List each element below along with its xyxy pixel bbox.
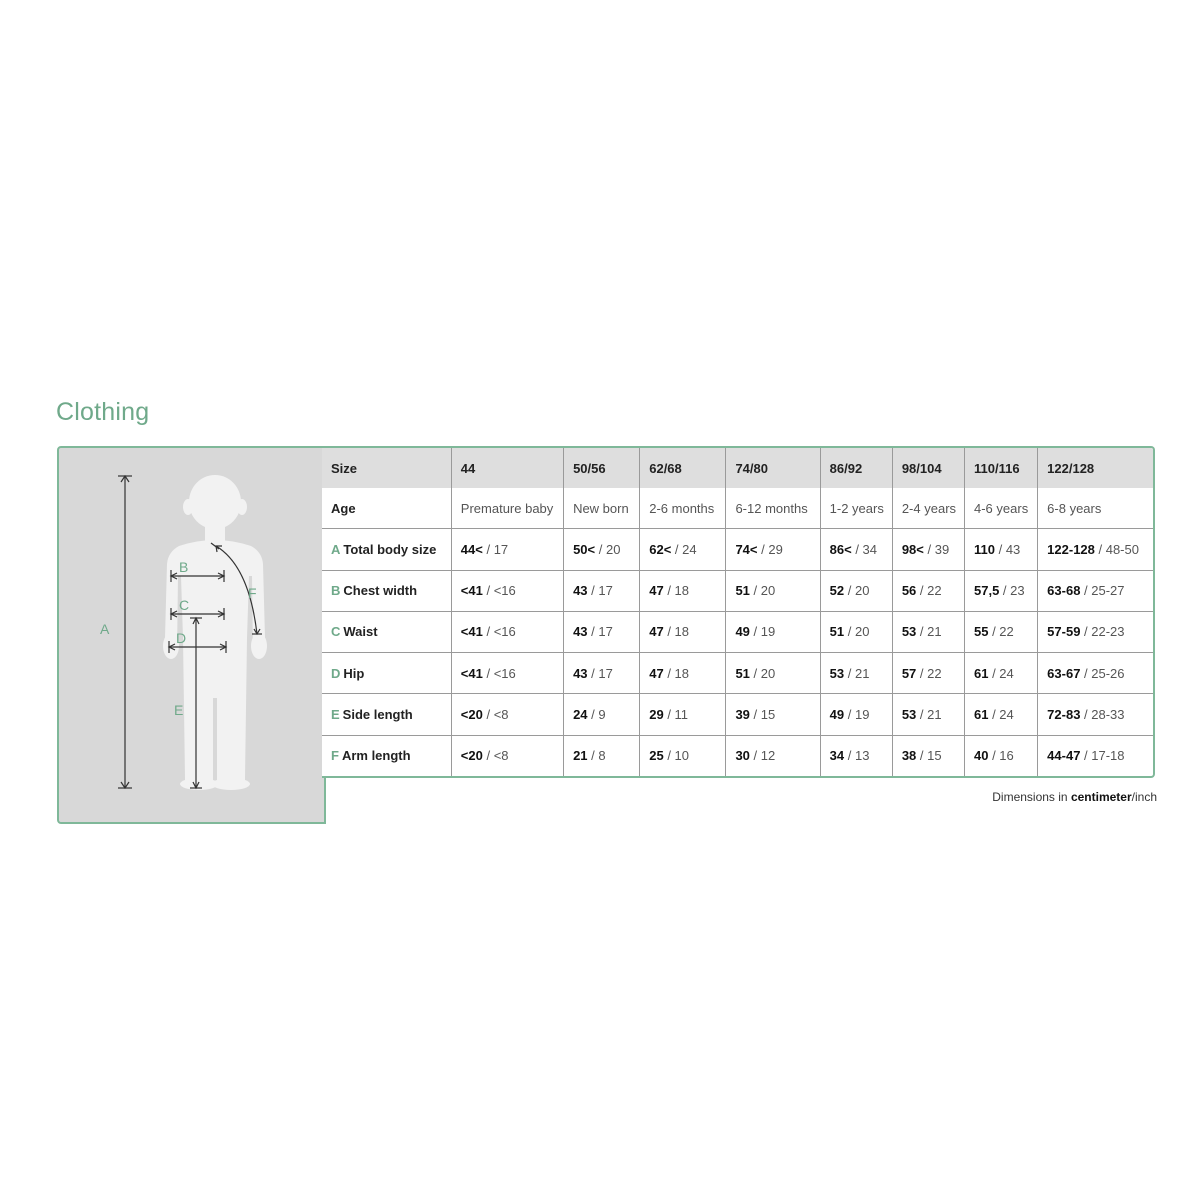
measurement-label — [322, 529, 451, 570]
cm-value: 43 — [573, 665, 588, 681]
inch-value: / 18 — [663, 665, 689, 681]
cm-value: <41 — [460, 665, 483, 681]
measurement-cell — [820, 529, 892, 570]
cm-value: 53 — [901, 624, 917, 640]
measurement-cell — [1038, 529, 1153, 570]
inch-value: / 24 — [988, 665, 1014, 681]
measurement-cell — [640, 735, 726, 776]
measurement-cell — [820, 611, 892, 652]
inch-value: / 17 — [587, 624, 613, 640]
cm-value: 57 — [901, 665, 917, 681]
cm-value: 44< — [460, 541, 483, 557]
inch-value: / <16 — [482, 624, 516, 640]
size-column-header: 122/128 — [1038, 448, 1153, 488]
size-table — [322, 448, 1153, 776]
age-label: Age — [322, 488, 451, 529]
measurement-cell — [820, 653, 892, 694]
inch-value: / 20 — [749, 583, 776, 599]
label-a: A — [100, 621, 110, 637]
measurement-cell — [451, 653, 563, 694]
cm-value: 21 — [573, 748, 588, 764]
inch-value: / 25-27 — [1080, 583, 1125, 599]
measurement-cell — [965, 570, 1038, 611]
inch-value: / 22 — [988, 624, 1014, 640]
cm-value: 72-83 — [1047, 707, 1081, 723]
measurement-cell — [820, 570, 892, 611]
inch-value: / 18 — [663, 583, 689, 599]
measurement-row — [322, 570, 1153, 611]
cm-value: 57,5 — [974, 583, 1000, 599]
measurement-cell — [965, 653, 1038, 694]
measurement-cell — [1038, 735, 1153, 776]
measurement-cell — [451, 611, 563, 652]
inch-value: / 20 — [595, 541, 621, 557]
cm-value: 39 — [735, 707, 750, 723]
measurement-letter: A — [331, 541, 341, 557]
age-row — [322, 488, 1153, 529]
age-cell: 6-12 months — [726, 488, 820, 529]
measurement-cell — [965, 735, 1038, 776]
inch-value: / 43 — [994, 541, 1021, 557]
measurement-cell — [451, 570, 563, 611]
cm-value: 47 — [649, 665, 664, 681]
cm-value: 38 — [901, 748, 917, 764]
measurement-cell — [965, 611, 1038, 652]
units-note-unit: centimeter — [1070, 790, 1132, 804]
inch-value: / 13 — [844, 748, 870, 764]
inch-value: / 24 — [671, 541, 697, 557]
size-column-header: 86/92 — [820, 448, 892, 488]
body-measurement-figure — [57, 446, 326, 824]
measurement-row — [322, 611, 1153, 652]
cm-value: 86< — [829, 541, 852, 557]
inch-value: / 17 — [587, 665, 613, 681]
size-chart — [57, 446, 1155, 822]
label-f: F — [248, 585, 257, 601]
measurement-label — [322, 653, 451, 694]
inch-value: / 20 — [749, 665, 776, 681]
measurement-cell — [564, 653, 640, 694]
measurement-cell — [726, 611, 820, 652]
inch-value: / 19 — [844, 707, 870, 723]
measurement-cell — [451, 529, 563, 570]
measurement-name: Waist — [343, 624, 378, 640]
measurement-cell — [892, 735, 964, 776]
measurement-cell — [965, 529, 1038, 570]
measurement-letter: F — [331, 748, 339, 764]
cm-value: 53 — [829, 665, 845, 681]
cm-value: 50< — [573, 541, 596, 557]
size-column-header: 98/104 — [892, 448, 964, 488]
cm-value: 34 — [829, 748, 845, 764]
inch-value: / 20 — [844, 583, 870, 599]
measurement-cell — [965, 694, 1038, 735]
inch-value: / 22 — [916, 583, 942, 599]
measurement-cell — [820, 694, 892, 735]
measurement-name: Side length — [342, 707, 413, 723]
size-header-label: Size — [322, 448, 451, 488]
cm-value: 49 — [735, 624, 750, 640]
cm-value: 63-68 — [1047, 583, 1081, 599]
cm-value: <41 — [460, 583, 483, 599]
measurement-cell — [640, 694, 726, 735]
size-table-container — [322, 446, 1155, 778]
measurement-cell — [1038, 570, 1153, 611]
label-b: B — [179, 559, 189, 575]
measurement-cell — [640, 653, 726, 694]
cm-value: 55 — [974, 624, 989, 640]
inch-value: / 8 — [587, 748, 606, 764]
measurement-letter: C — [331, 624, 341, 640]
page-title: Clothing — [56, 398, 150, 426]
measurement-cell — [892, 694, 964, 735]
measurement-label — [322, 611, 451, 652]
inch-value: / 22-23 — [1080, 624, 1125, 640]
cm-value: 63-67 — [1047, 665, 1081, 681]
inch-value: / 22 — [916, 665, 942, 681]
cm-value: 61 — [974, 665, 989, 681]
cm-value: 57-59 — [1047, 624, 1081, 640]
size-column-header: 50/56 — [564, 448, 640, 488]
inch-value: / 34 — [851, 541, 878, 557]
inch-value: / 12 — [749, 748, 776, 764]
age-cell: 4-6 years — [965, 488, 1038, 529]
inch-value: / 9 — [587, 707, 606, 723]
cm-value: 74< — [735, 541, 758, 557]
cm-value: 25 — [649, 748, 664, 764]
measurement-cell — [820, 735, 892, 776]
inch-value: / <16 — [482, 665, 516, 681]
measurement-name: Hip — [343, 665, 365, 681]
label-c: C — [179, 597, 190, 613]
cm-value: 98< — [901, 541, 924, 557]
measurement-cell — [640, 570, 726, 611]
measurement-cell — [640, 611, 726, 652]
inch-value: / 15 — [749, 707, 776, 723]
inch-value: / 25-26 — [1080, 665, 1125, 681]
age-cell: 1-2 years — [820, 488, 892, 529]
units-note — [992, 790, 1157, 804]
cm-value: 44-47 — [1047, 748, 1081, 764]
inch-value: / 24 — [988, 707, 1014, 723]
cm-value: 110 — [974, 541, 995, 557]
cm-value: 43 — [573, 624, 588, 640]
measurement-cell — [564, 611, 640, 652]
measurement-cell — [451, 735, 563, 776]
inch-value: / 10 — [663, 748, 689, 764]
cm-value: 47 — [649, 624, 664, 640]
cm-value: 30 — [735, 748, 750, 764]
measurement-cell — [564, 735, 640, 776]
age-cell: 2-4 years — [892, 488, 964, 529]
cm-value: 61 — [974, 707, 989, 723]
measurement-cell — [726, 735, 820, 776]
inch-value: / <16 — [482, 583, 516, 599]
inch-value: / 21 — [916, 707, 942, 723]
measurement-cell — [726, 570, 820, 611]
cm-value: <41 — [460, 624, 483, 640]
measurement-cell — [892, 570, 964, 611]
units-note-suffix: /inch — [1131, 790, 1157, 804]
cm-value: 51 — [735, 583, 750, 599]
inch-value: / 19 — [749, 624, 776, 640]
age-cell: Premature baby — [451, 488, 563, 529]
measurement-letter: D — [331, 665, 341, 681]
measurement-name: Chest width — [343, 583, 418, 599]
inch-value: / 20 — [844, 624, 870, 640]
inch-value: / 29 — [757, 541, 783, 557]
measurement-cell — [1038, 611, 1153, 652]
label-d: D — [176, 630, 187, 646]
inch-value: / 39 — [923, 541, 950, 557]
measurement-cell — [564, 694, 640, 735]
measurement-cell — [1038, 694, 1153, 735]
measurement-row — [322, 735, 1153, 776]
measurement-cell — [640, 529, 726, 570]
inch-value: / 23 — [999, 583, 1025, 599]
cm-value: <20 — [460, 707, 483, 723]
inch-value: / 15 — [916, 748, 942, 764]
measurement-cell — [564, 570, 640, 611]
measurement-cell — [451, 694, 563, 735]
size-header-row — [322, 448, 1153, 488]
measurement-label — [322, 570, 451, 611]
inch-value: / <8 — [482, 748, 509, 764]
measurement-name: Arm length — [341, 748, 411, 764]
cm-value: 51 — [829, 624, 845, 640]
cm-value: 56 — [901, 583, 917, 599]
measurement-cell — [892, 653, 964, 694]
measurement-cell — [892, 611, 964, 652]
age-cell: New born — [564, 488, 640, 529]
measurement-name: Total body size — [343, 541, 437, 557]
cm-value: 62< — [649, 541, 672, 557]
measurement-cell — [564, 529, 640, 570]
size-column-header: 110/116 — [965, 448, 1038, 488]
inch-value: / <8 — [482, 707, 509, 723]
inch-value: / 21 — [844, 665, 870, 681]
measurement-cell — [726, 694, 820, 735]
measurement-cell — [892, 529, 964, 570]
size-column-header: 62/68 — [640, 448, 726, 488]
child-silhouette-icon — [59, 448, 324, 822]
cm-value: 51 — [735, 665, 750, 681]
size-column-header: 74/80 — [726, 448, 820, 488]
measurement-cell — [1038, 653, 1153, 694]
inch-value: / 17 — [482, 541, 509, 557]
inch-value: / 48-50 — [1094, 541, 1139, 557]
inch-value: / 18 — [663, 624, 689, 640]
measurement-label — [322, 735, 451, 776]
cm-value: 53 — [901, 707, 917, 723]
cm-value: 122-128 — [1047, 541, 1095, 557]
measurement-row — [322, 653, 1153, 694]
inch-value: / 28-33 — [1080, 707, 1125, 723]
cm-value: 49 — [829, 707, 845, 723]
inch-value: / 11 — [663, 707, 689, 723]
cm-value: 43 — [573, 583, 588, 599]
cm-value: 47 — [649, 583, 664, 599]
cm-value: 24 — [573, 707, 588, 723]
cm-value: <20 — [460, 748, 483, 764]
size-column-header: 44 — [451, 448, 563, 488]
cm-value: 40 — [974, 748, 989, 764]
age-cell: 6-8 years — [1038, 488, 1153, 529]
inch-value: / 16 — [988, 748, 1014, 764]
cm-value: 29 — [649, 707, 664, 723]
measurement-row — [322, 529, 1153, 570]
measurement-letter: E — [331, 707, 340, 723]
measurement-row — [322, 694, 1153, 735]
inch-value: / 17 — [587, 583, 613, 599]
measurement-cell — [726, 653, 820, 694]
inch-value: / 21 — [916, 624, 942, 640]
measurement-letter: B — [331, 583, 341, 599]
measurement-label — [322, 694, 451, 735]
measurement-cell — [726, 529, 820, 570]
cm-value: 52 — [829, 583, 845, 599]
units-note-prefix: Dimensions in — [992, 790, 1071, 804]
age-cell: 2-6 months — [640, 488, 726, 529]
label-e: E — [174, 702, 184, 718]
inch-value: / 17-18 — [1080, 748, 1125, 764]
